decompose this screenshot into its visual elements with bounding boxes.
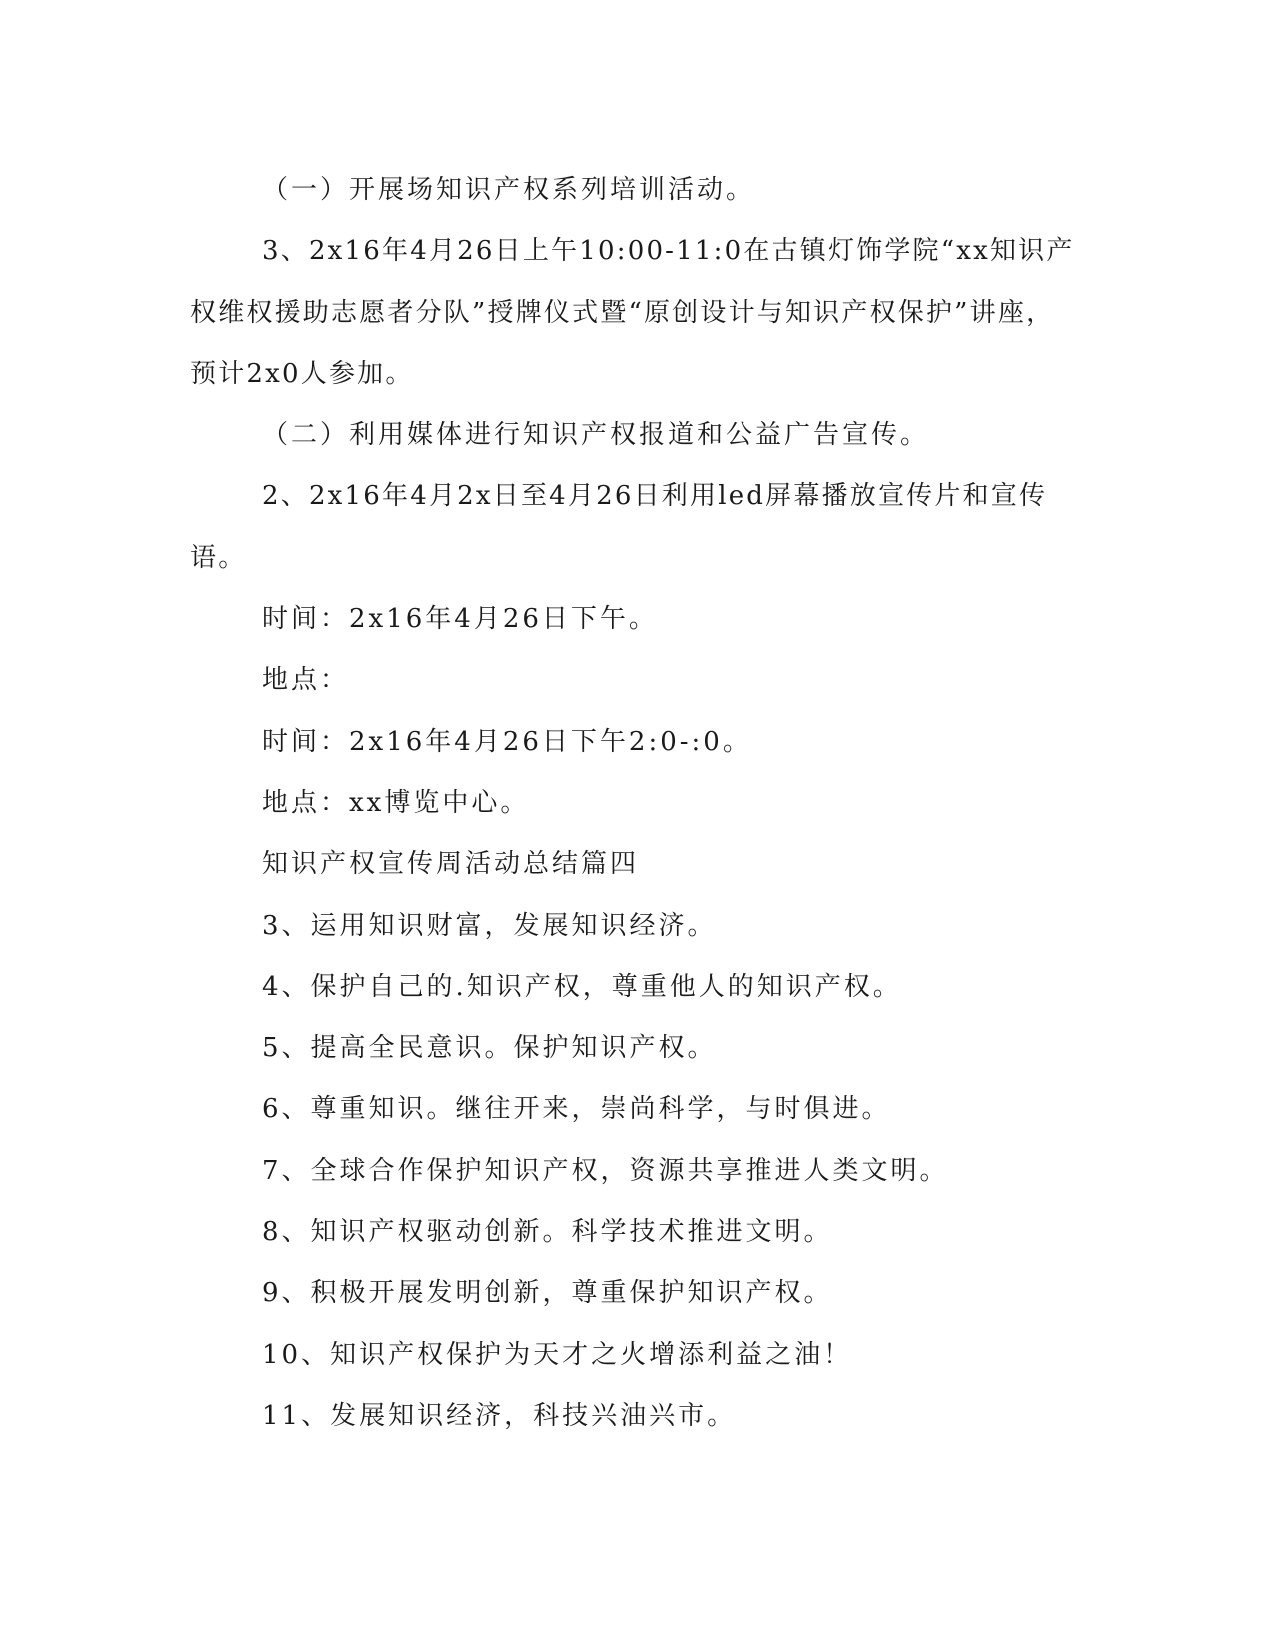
paragraph-slogan-5: 5、提高全民意识。保护知识产权。 — [262, 1033, 717, 1064]
paragraph-slogan-4: 4、保护自己的.知识产权，尊重他人的知识产权。 — [262, 971, 902, 1002]
paragraph-location-1: 地点： — [262, 665, 350, 696]
paragraph-slogan-9: 9、积极开展发明创新，尊重保护知识产权。 — [262, 1278, 833, 1309]
paragraph-slogan-7: 7、全球合作保护知识产权，资源共享推进人类文明。 — [262, 1155, 949, 1186]
paragraph-slogan-11: 11、发展知识经济，科技兴油兴市。 — [262, 1400, 737, 1431]
paragraph-time-2: 时间：2x16年4月26日下午2:0-:0。 — [262, 726, 752, 757]
paragraph-slogan-3: 3、运用知识财富，发展知识经济。 — [262, 910, 717, 941]
paragraph-item-2-led: 2、2x16年4月2x日至4月26日利用led屏幕播放宣传片和宣传语。 — [190, 481, 1048, 573]
paragraph-time-1: 时间：2x16年4月26日下午。 — [262, 604, 658, 635]
paragraph-section-one-heading: （一）开展场知识产权系列培训活动。 — [262, 175, 756, 205]
paragraph-section-title: 知识产权宣传周活动总结篇四 — [262, 849, 640, 880]
paragraph-slogan-8: 8、知识产权驱动创新。科学技术推进文明。 — [262, 1217, 833, 1248]
document-body — [190, 160, 1080, 1447]
paragraph-section-two-heading: （二）利用媒体进行知识产权报道和公益广告宣传。 — [262, 420, 930, 451]
paragraph-location-2: 地点：xx博览中心。 — [262, 787, 530, 818]
paragraph-slogan-10: 10、知识产权保护为天才之火增添利益之油！ — [262, 1339, 853, 1370]
paragraph-slogan-6: 6、尊重知识。继往开来，崇尚科学，与时俱进。 — [262, 1094, 891, 1125]
paragraph-item-3-lecture: 3、2x16年4月26日上午10:00-11:0在古镇灯饰学院“xx知识产权维权援助志愿者分队”授牌仪式暨“原创设计与知识产权保护”讲座，预计2x0人参加。 — [190, 236, 1075, 389]
